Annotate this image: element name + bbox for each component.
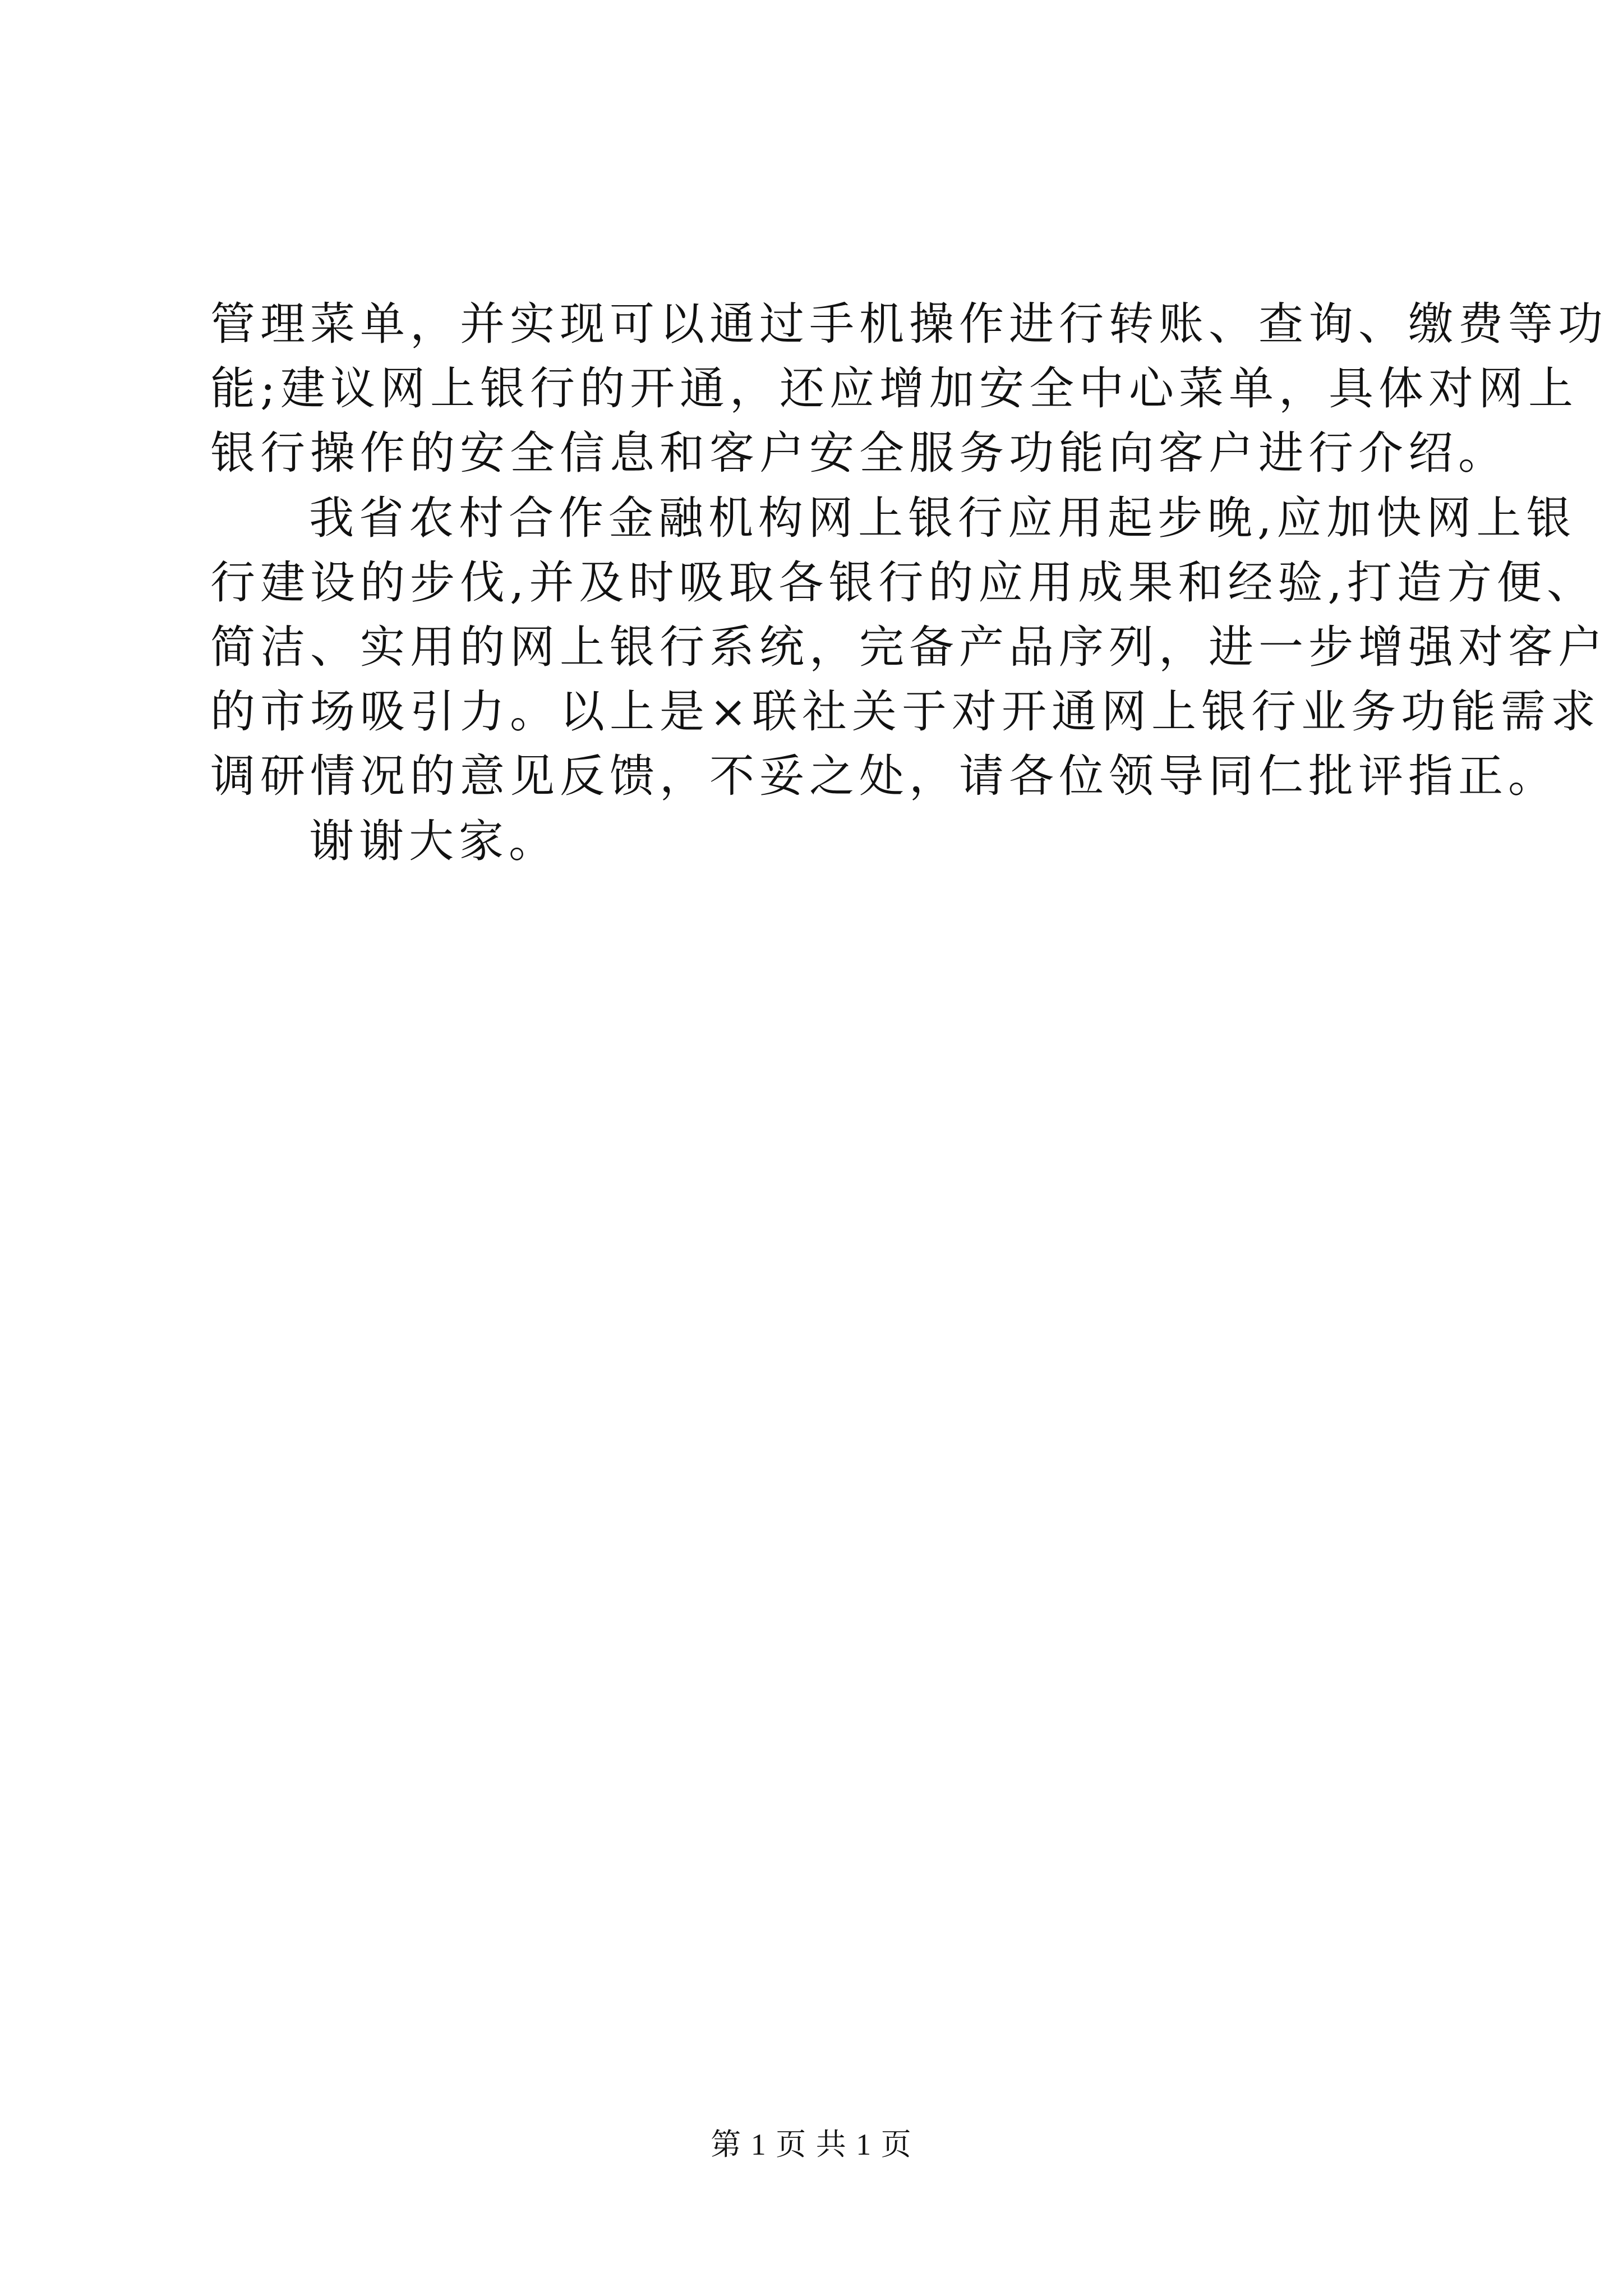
text-line: 谢谢大家。	[309, 815, 559, 867]
text-line: 简洁、实用的网上银行系统，完备产品序列，进一步增强对客户	[210, 620, 1608, 673]
paragraph-continuation	[210, 292, 1608, 486]
text-line: 能;建议网上银行的开通，还应增加安全中心菜单，具体对网上	[210, 362, 1578, 415]
text-line: 调研情况的意见反馈，不妥之处，请各位领导同仁批评指正。	[210, 750, 1558, 803]
text-line: 的市场吸引力。以上是×联社关于对开通网上银行业务功能需求	[210, 685, 1601, 738]
text-line: 行建设的步伐,并及时吸取各银行的应用成果和经验,打造方便、	[210, 556, 1597, 609]
document-body	[210, 292, 1608, 873]
page-footer: 第 1 页 共 1 页	[711, 2128, 912, 2161]
paragraph-thanks	[210, 809, 1422, 873]
text-line: 我省农村合作金融机构网上银行应用起步晚,应加快网上银	[309, 491, 1576, 544]
text-line: 银行操作的安全信息和客户安全服务功能向客户进行介绍。	[210, 427, 1508, 480]
paragraph-conclusion	[210, 486, 1608, 809]
text-line: 管理菜单，并实现可以通过手机操作进行转账、查询、缴费等功	[210, 298, 1608, 350]
